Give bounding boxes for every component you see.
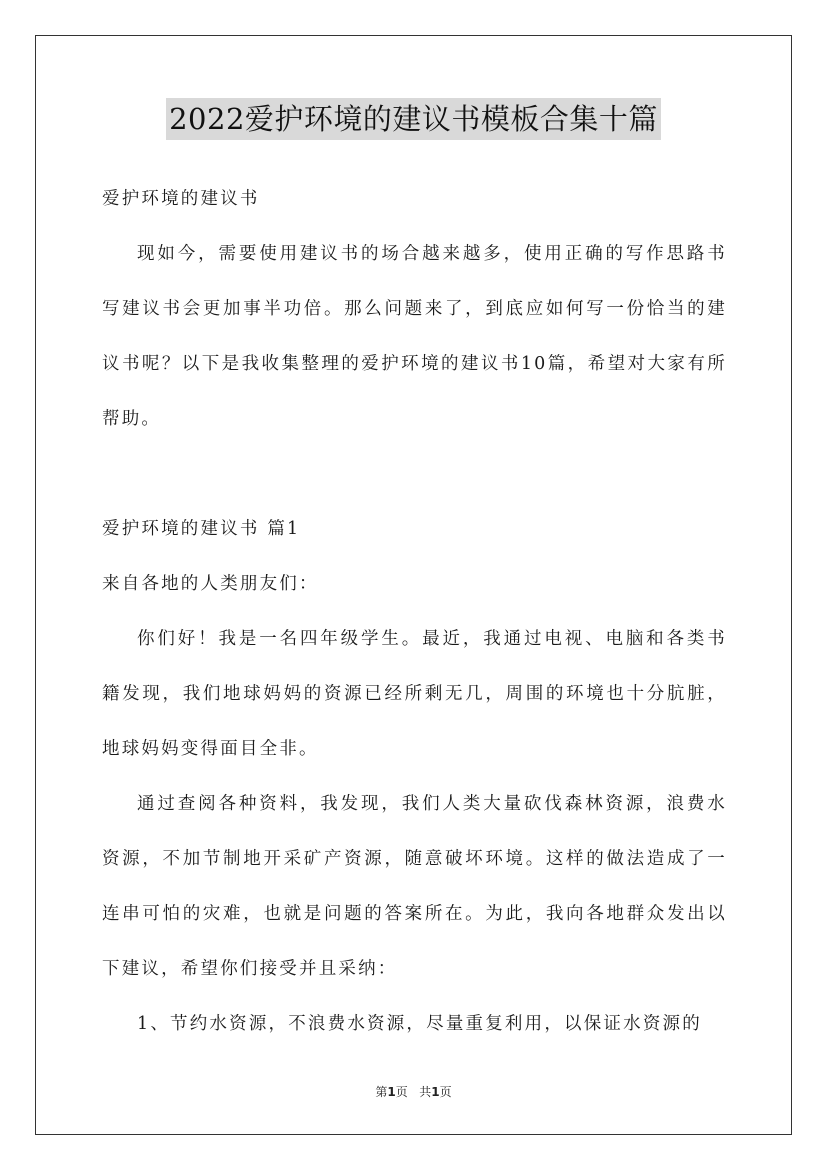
footer-total-number: 1 — [431, 1085, 440, 1099]
document-title: 2022爱护环境的建议书模板合集十篇 — [166, 98, 661, 140]
body-paragraph: 你们好！我是一名四年级学生。最近，我通过电视、电脑和各类书籍发现，我们地球妈妈的资源已经所剩无几，周围的环境也十分肮脏，地球妈妈变得面目全非。 — [102, 629, 727, 759]
body-paragraph: 1、节约水资源，不浪费水资源，尽量重复利用，以保证水资源的 — [137, 1014, 702, 1034]
footer-total-prefix: 共 — [419, 1085, 432, 1099]
footer-page-suffix: 页 — [395, 1085, 408, 1099]
document-body — [102, 172, 727, 1052]
page-footer — [0, 1083, 827, 1100]
footer-page-number: 1 — [387, 1085, 396, 1099]
document-subtitle: 爱护环境的建议书 — [102, 189, 260, 209]
footer-page-prefix: 第 — [375, 1085, 388, 1099]
body-paragraph: 通过查阅各种资料，我发现，我们人类大量砍伐森林资源，浪费水资源，不加节制地开采矿产资源，随意破坏环境。这样的做法造成了一连串可怕的灾难，也就是问题的答案所在。为此，我向各地群众发出以下建议，希望你们接受并且采纳： — [102, 794, 727, 979]
title-container — [0, 98, 827, 140]
footer-total-suffix: 页 — [439, 1085, 452, 1099]
intro-paragraph: 现如今，需要使用建议书的场合越来越多，使用正确的写作思路书写建议书会更加事半功倍。那么问题来了，到底应如何写一份恰当的建议书呢？以下是我收集整理的爱护环境的建议书10篇，希望对大家有所帮助。 — [102, 244, 727, 429]
section-heading: 爱护环境的建议书 篇1 — [102, 519, 301, 539]
salutation: 来自各地的人类朋友们： — [102, 574, 319, 594]
